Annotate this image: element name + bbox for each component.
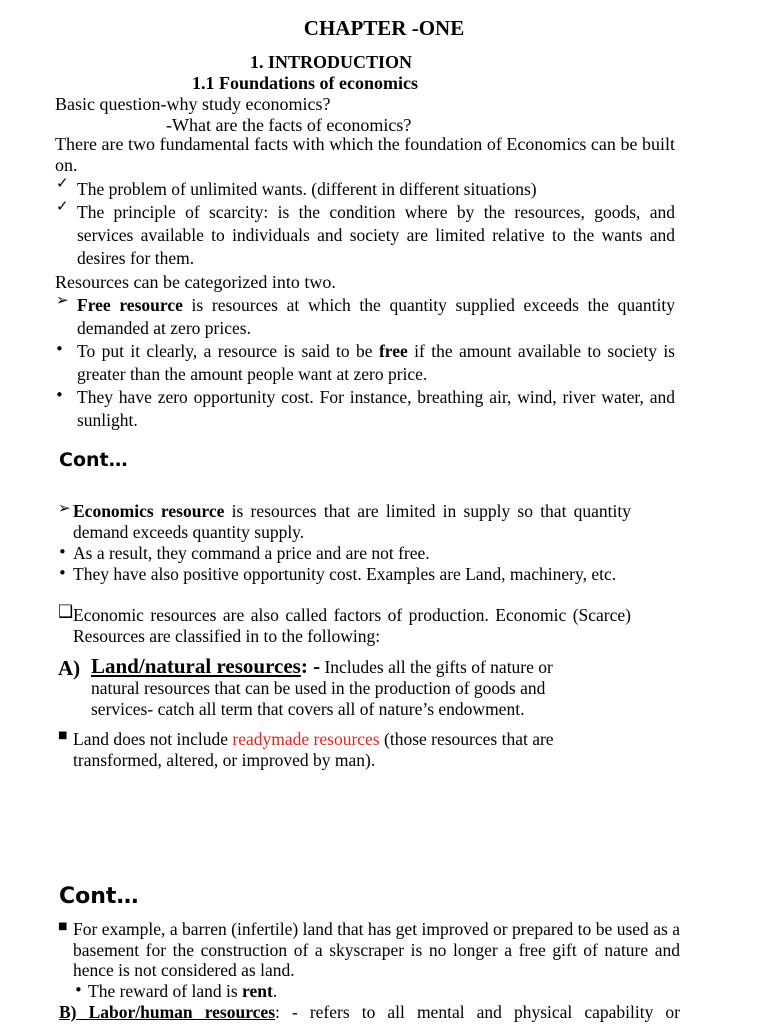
free-resource-bullet-2: They have zero opportunity cost. For instance, breathing air, wind, river water, and sunlight.: [77, 387, 675, 430]
barren-land-example: For example, a barren (infertile) land that has get improved or prepared to be used as a basement for the construction of a skyscraper is no longer a free gift of nature and hence is not considered as land.: [73, 919, 680, 980]
facts-question: -What are the facts of economics?: [166, 115, 412, 135]
arrow-bullet-icon: ➢: [56, 291, 69, 309]
economics-resource-bullet-1: As a result, they command a price and are not free.: [73, 543, 430, 563]
sub-heading: 1.1 Foundations of economics: [191, 73, 418, 93]
facts-intro: There are two fundamental facts with which the foundation of Economics can be built on.: [55, 134, 675, 175]
checkmark-icon: ✓: [56, 197, 69, 215]
economics-resource-term: Economics resource: [73, 501, 225, 521]
fact-unlimited-wants: The problem of unlimited wants. (different in different situations): [77, 179, 537, 199]
factors-of-production-note: Economic resources are also called factors of production. Economic (Scarce) Resources are classified in to the following:: [73, 605, 631, 646]
chapter-title: CHAPTER -ONE: [303, 16, 465, 40]
bullet-icon: •: [55, 340, 64, 358]
land-letter: A): [58, 656, 81, 680]
cont-label: Cont…: [59, 449, 128, 471]
free-resource-bullet-1: To put it clearly, a resource is said to be free if the amount available to society is greater than the amount people want at zero price.: [77, 341, 675, 384]
bullet-icon: •: [58, 543, 67, 561]
resources-intro: Resources can be categorized into two.: [55, 272, 336, 292]
square-bullet-icon: ■: [58, 921, 68, 932]
free-resource-term: Free resource: [77, 295, 183, 315]
readymade-resources-highlight: readymade resources: [232, 729, 380, 749]
bullet-icon: •: [74, 981, 83, 999]
land-exclusion-note: Land does not include readymade resources (those resources that are transformed, altered, or improved by man).: [73, 729, 554, 770]
intro-heading: 1. INTRODUCTION: [249, 52, 413, 72]
basic-question: Basic question-why study economics?: [55, 94, 331, 114]
fact-scarcity: The principle of scarcity: is the condition where by the resources, goods, and services available to individuals and society are limited relative to the wants and desires for them.: [77, 202, 675, 268]
free-resource-definition: Free resource is resources at which the quantity supplied exceeds the quantity demanded at zero prices.: [77, 295, 675, 338]
bullet-icon: •: [58, 564, 67, 582]
land-definition: Land/natural resources: - Includes all the gifts of nature or natural resources that can be used in the production of goods and services- catch all term that covers all of nature’s endowment.: [91, 654, 553, 719]
economics-resource-bullet-2: They have also positive opportunity cost. Examples are Land, machinery, etc.: [73, 564, 617, 584]
economics-resource-definition: Economics resource is resources that are limited in supply so that quantity demand exceeds quantity supply.: [73, 501, 632, 542]
labor-term: B) Labor/human resources: [59, 1002, 275, 1022]
hollow-square-bullet-icon: ❑: [58, 602, 74, 622]
labor-definition: B) Labor/human resources: - refers to all mental and physical capability or: [59, 1002, 680, 1022]
land-term: Land/natural resources: [91, 654, 301, 678]
arrow-bullet-icon: ➢: [58, 499, 71, 517]
bullet-icon: •: [55, 386, 64, 404]
checkmark-icon: ✓: [56, 174, 69, 192]
square-bullet-icon: ■: [58, 730, 68, 741]
cont-label: Cont…: [59, 884, 139, 909]
rent-line: The reward of land is rent.: [88, 981, 278, 1001]
